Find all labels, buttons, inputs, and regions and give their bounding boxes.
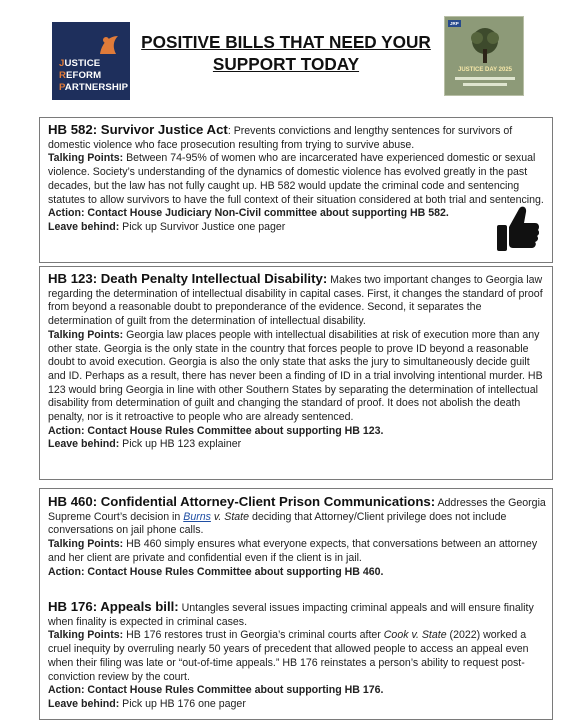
leave-behind: Leave behind: Pick up HB 123 explainer: [48, 438, 242, 451]
justice-day-poster: [444, 16, 524, 96]
bill-heading: HB 176: Appeals bill:: [48, 599, 179, 614]
bill-section-hb176: [48, 600, 548, 712]
jrp-logo: [52, 22, 130, 100]
bill-section-hb582: [48, 123, 548, 235]
leave-behind: Leave behind: Pick up HB 176 one pager: [48, 697, 246, 710]
action-line: Action: Contact House Rules Committee about supporting HB 460.: [48, 565, 384, 578]
bill-section-hb123: [48, 272, 548, 452]
title-line-2: SUPPORT TODAY: [212, 54, 360, 74]
bill-summary: HB 460: Confidential Attorney-Client Prison Communications: Addresses the Georgia Supreme Court’s decision in Burns v. State deciding that Attorney/Client privilege does not include conversations on jail phone calls.: [48, 494, 546, 537]
talking-points: Talking Points: HB 460 simply ensures what everyone expects, that conversations between an attorney and her client are private and confidential even if the client is in jail.: [48, 538, 538, 564]
logo-line-3: PARTNERSHIP: [59, 82, 129, 93]
bill-summary: HB 123: Death Penalty Intellectual Disability: Makes two important changes to Georgia law regarding the determination of intellectual disability in capital cases. First, it changes the standard of proof from beyond a reasonable doubt to preponderance of the evidence. Second, it separates the determination of guilt from the determination of intellectual disability.: [48, 271, 543, 328]
bill-heading: HB 582: Survivor Justice Act: [48, 122, 228, 137]
bill-summary: HB 582: Survivor Justice Act: Prevents convictions and lengthy sentences for survivors of domestic violence who face prosecution resulting from trying to survive abuse.: [48, 122, 513, 151]
leave-behind: Leave behind: Pick up Survivor Justice one pager: [48, 220, 286, 233]
poster-badge: JRP: [450, 21, 459, 26]
logo-text: [59, 58, 128, 94]
bill-summary: HB 176: Appeals bill: Untangles several issues impacting criminal appeals and will ensure finality when finality is expected in criminal cases.: [48, 599, 534, 628]
poster-stripe: [455, 77, 515, 80]
poster-stripe: [463, 83, 507, 86]
bill-heading: HB 460: Confidential Attorney-Client Prison Communications:: [48, 494, 436, 509]
logo-line-1: JUSTICE: [59, 58, 101, 69]
bill-section-hb460: [48, 495, 548, 579]
poster-title: JUSTICE DAY 2025: [457, 67, 513, 73]
action-line: Action: Contact House Rules Committee about supporting HB 176.: [48, 684, 384, 697]
talking-points: Talking Points: Georgia law places people with intellectual disabilities at risk of execution more than any other state. Georgia is the only state in the country that forces people to prove ID beyond a reasonable doubt to avoid execution. Georgia is also the only state that asks the jury to simultaneously decide guilt and ID. Perhaps as a result, there has never been a finding of ID in a trial involving intentional murder. HB 123 would bring Georgia in line with other Southern States by separating the determination of intellectual disability from determination of guilt and changing the standard of proof. It does not abolish the death penalty, nor is it retroactive to people who are already sentenced.: [48, 328, 543, 424]
action-line: Action: Contact House Rules Committee about supporting HB 123.: [48, 424, 384, 437]
burns-case-link[interactable]: Burns: [183, 510, 211, 523]
bill-heading: HB 123: Death Penalty Intellectual Disability:: [48, 271, 328, 286]
talking-points: Talking Points: HB 176 restores trust in Georgia’s criminal courts after Cook v. State (2022) worked a cruel inequity by overruling nearly 50 years of precedent that allowed people to access an appeal even when their filing was late or “out-of-time appeals.” HB 176 reinstates a person’s ability to request post-conviction review by the court.: [48, 629, 529, 683]
thumbs-up-icon: [495, 203, 539, 253]
talking-points: Talking Points: Between 74-95% of women who are incarcerated have experienced domestic or sexual violence. Society’s understanding of the dynamics of domestic violence has evolved greatly in the past decades, but the law has not fully caught up. HB 582 would update the criminal code and sentencing statutes to allow survivors to have the full context of their situation considered at both trial and sentencing.: [48, 152, 544, 206]
logo-mark-icon: [96, 32, 122, 58]
action-line: Action: Contact House Judiciary Non-Civil committee about supporting HB 582.: [48, 207, 449, 220]
title-line-1: POSITIVE BILLS THAT NEED YOUR: [141, 32, 431, 52]
logo-line-2: REFORM: [59, 70, 102, 81]
tree-icon: [467, 27, 503, 65]
page-title: [140, 31, 432, 75]
